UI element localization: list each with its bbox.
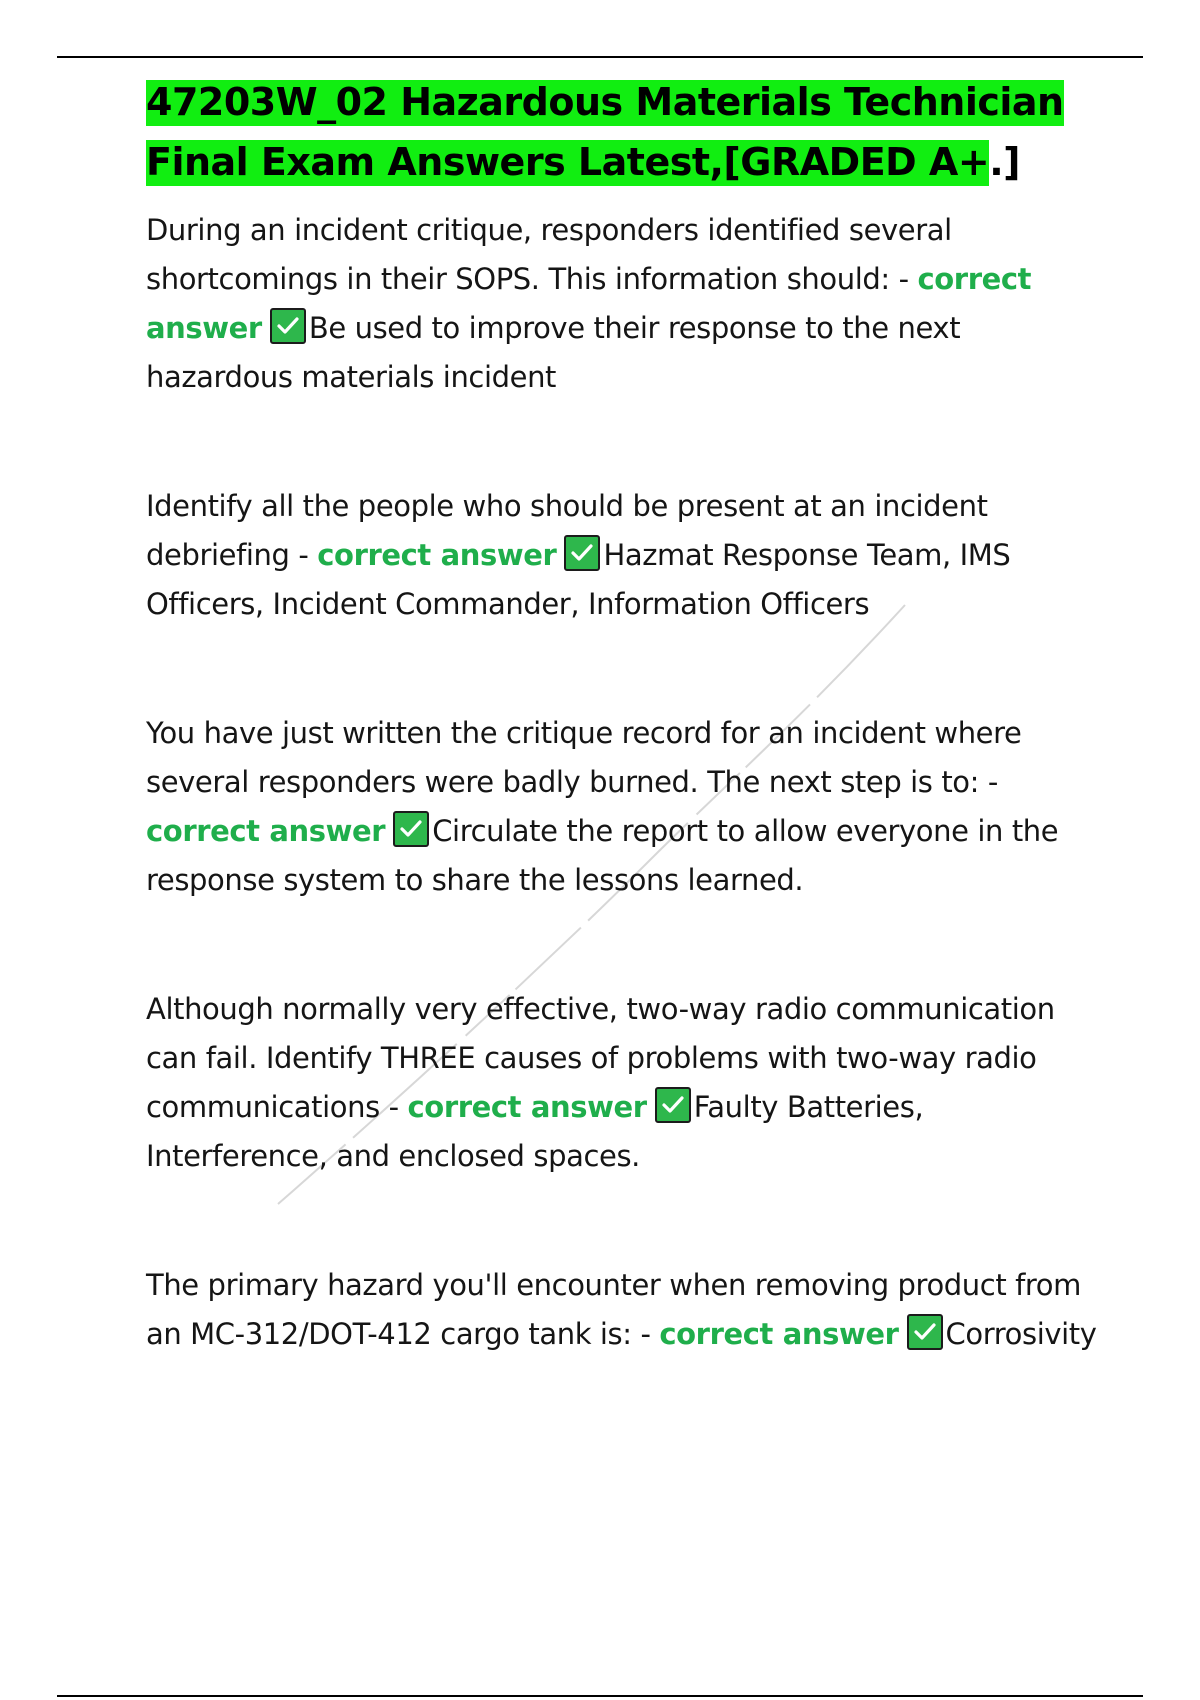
question-text: Identify all the people who should be present at an incident debriefing - — [146, 489, 988, 572]
correct-answer-label: correct answer — [146, 814, 386, 848]
question-text: During an incident critique, responders identified several shortcomings in their SOPS. This information should: - — [146, 213, 952, 296]
check-box-icon — [907, 1314, 943, 1350]
qa-item — [146, 709, 1106, 905]
title-highlight: 47203W_02 Hazardous Materials Technician Final Exam Answers Latest,[GRADED A+ — [146, 80, 1064, 184]
top-rule — [57, 56, 1143, 58]
document-title — [146, 72, 1106, 192]
qa-item — [146, 1261, 1106, 1359]
answer-text: Corrosivity — [945, 1317, 1097, 1351]
title-tail: .] — [989, 140, 1020, 184]
page-content — [146, 72, 1106, 1359]
question-text: You have just written the critique record for an incident where several responders were badly burned. The next step is to: - — [146, 716, 1022, 799]
check-box-icon — [270, 308, 306, 344]
qa-item — [146, 985, 1106, 1181]
correct-answer-label: correct answer — [146, 262, 1032, 345]
correct-answer-label: correct answer — [659, 1317, 899, 1351]
qa-item — [146, 482, 1106, 629]
answer-text: Be used to improve their response to the next hazardous materials incident — [146, 311, 961, 394]
bottom-rule — [57, 1695, 1143, 1697]
answer-text: Circulate the report to allow everyone in the response system to share the lessons learned. — [146, 814, 1059, 897]
correct-answer-label: correct answer — [407, 1090, 647, 1124]
qa-item — [146, 206, 1106, 402]
correct-answer-label: correct answer — [317, 538, 557, 572]
answer-text: Faulty Batteries, Interference, and enclosed spaces. — [146, 1090, 924, 1173]
question-text: Although normally very effective, two-way radio communication can fail. Identify THREE causes of problems with two-way radio communications - — [146, 992, 1055, 1124]
check-box-icon — [564, 535, 600, 571]
check-box-icon — [655, 1087, 691, 1123]
answer-text: Hazmat Response Team, IMS Officers, Incident Commander, Information Officers — [146, 538, 1011, 621]
question-text: The primary hazard you'll encounter when removing product from an MC-312/DOT-412 cargo tank is: - — [146, 1268, 1081, 1351]
check-box-icon — [393, 811, 429, 847]
